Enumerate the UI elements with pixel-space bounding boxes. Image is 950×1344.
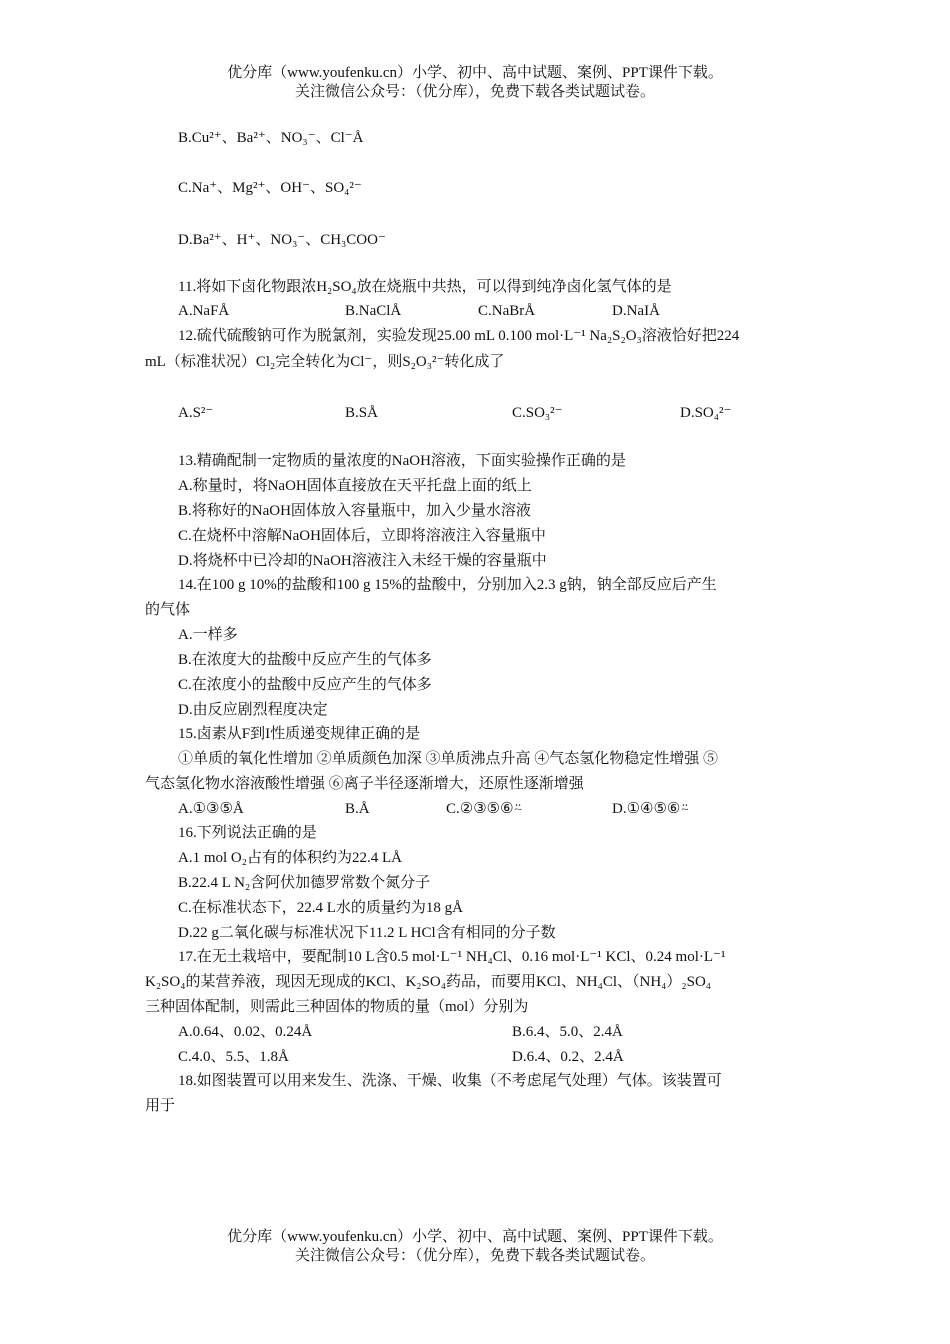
q17-option-d: D.6.4、0.2、2.4Å: [512, 1049, 624, 1065]
q11-option-a: A.NaFÅ: [178, 303, 230, 319]
q11-option-c: C.NaBrÅ: [478, 303, 536, 319]
q14-option-b: B.在浓度大的盐酸中反应产生的气体多: [178, 652, 432, 668]
q17-stem-3: 三种固体配制，则需此三种固体的物质的量（mol）分别为: [145, 999, 529, 1015]
q15-option-c: C.②③⑤⑥⍨: [446, 801, 523, 817]
q16-option-b: B.22.4 L N₂含阿伏加德罗常数个氮分子: [178, 875, 431, 891]
q11-stem: 11.将如下卤化物跟浓H₂SO₄放在烧瓶中共热，可以得到纯净卤化氢气体的是: [178, 279, 672, 295]
header-line-2: 关注微信公众号：（优分库），免费下载各类试题试卷。: [294, 84, 655, 100]
q12-option-a: A.S²⁻: [178, 405, 214, 421]
q14-option-d: D.由反应剧烈程度决定: [178, 702, 328, 718]
q14-stem-2: 的气体: [145, 602, 191, 618]
q11-option-d: D.NaIÅ: [612, 303, 660, 319]
q15-option-b: B.Å: [345, 801, 370, 817]
q16-option-c: C.在标准状态下，22.4 L水的质量约为18 gÅ: [178, 900, 464, 916]
q13-option-d: D.将烧杯中已冷却的NaOH溶液注入未经干燥的容量瓶中: [178, 553, 547, 569]
q13-stem: 13.精确配制一定物质的量浓度的NaOH溶液，下面实验操作正确的是: [178, 453, 626, 469]
q16-option-d: D.22 g二氧化碳与标准状况下11.2 L HCl含有相同的分子数: [178, 925, 556, 941]
q15-option-a: A.①③⑤Å: [178, 801, 244, 817]
q17-option-c: C.4.0、5.5、1.8Å: [178, 1049, 289, 1065]
q16-option-a: A.1 mol O₂占有的体积约为22.4 LÅ: [178, 850, 402, 866]
q13-option-c: C.在烧杯中溶解NaOH固体后，立即将溶液注入容量瓶中: [178, 528, 546, 544]
q14-option-a: A.一样多: [178, 627, 238, 643]
q15-stem: 15.卤素从F到I性质递变规律正确的是: [178, 726, 421, 742]
q16-stem: 16.下列说法正确的是: [178, 825, 317, 841]
q15-items-1: ①单质的氧化性增加 ②单质颜色加深 ③单质沸点升高 ④气态氢化物稳定性增强 ⑤: [178, 751, 719, 767]
q14-stem-1: 14.在100 g 10%的盐酸和100 g 15%的盐酸中，分别加入2.3 g钠，钠全部反应后产生: [178, 577, 717, 593]
q17-option-b: B.6.4、5.0、2.4Å: [512, 1024, 623, 1040]
q15-option-d: D.①④⑤⑥⍨: [612, 801, 690, 817]
page-header: [0, 64, 950, 102]
q10-option-c: C.Na⁺、Mg²⁺、OH⁻、SO₄²⁻: [178, 180, 362, 196]
q14-option-c: C.在浓度小的盐酸中反应产生的气体多: [178, 677, 432, 693]
footer-line-2: 关注微信公众号：（优分库），免费下载各类试题试卷。: [294, 1248, 655, 1264]
header-line-1: 优分库（www.youfenku.cn）小学、初中、高中试题、案例、PPT课件下载。: [227, 65, 723, 81]
q12-option-d: D.SO₄²⁻: [680, 405, 732, 421]
q17-option-a: A.0.64、0.02、0.24Å: [178, 1024, 313, 1040]
q18-stem-1: 18.如图装置可以用来发生、洗涤、干燥、收集（不考虑尾气处理）气体。该装置可: [178, 1073, 722, 1089]
q13-option-b: B.将称好的NaOH固体放入容量瓶中，加入少量水溶液: [178, 503, 531, 519]
footer-line-1: 优分库（www.youfenku.cn）小学、初中、高中试题、案例、PPT课件下载。: [227, 1229, 723, 1245]
q10-option-d: D.Ba²⁺、H⁺、NO₃⁻、CH₃COO⁻: [178, 232, 386, 248]
page-footer: [0, 1228, 950, 1266]
q18-stem-2: 用于: [145, 1098, 176, 1114]
q13-option-a: A.称量时，将NaOH固体直接放在天平托盘上面的纸上: [178, 478, 532, 494]
q12-option-c: C.SO₃²⁻: [512, 405, 563, 421]
q17-stem-2: K₂SO₄的某营养液，现因无现成的KCl、K₂SO₄药品，而要用KCl、NH₄Cl、（NH₄）₂SO₄: [145, 974, 712, 990]
q10-option-b: B.Cu²⁺、Ba²⁺、NO₃⁻、Cl⁻Å: [178, 130, 364, 146]
q12-stem-2: mL（标准状况）Cl₂完全转化为Cl⁻，则S₂O₃²⁻转化成了: [145, 354, 505, 370]
q12-option-b: B.SÅ: [345, 405, 378, 421]
q17-stem-1: 17.在无土栽培中，要配制10 L含0.5 mol·L⁻¹ NH₄Cl、0.16 mol·L⁻¹ KCl、0.24 mol·L⁻¹: [178, 949, 726, 965]
q15-items-2: 气态氢化物水溶液酸性增强 ⑥离子半径逐渐增大，还原性逐渐增强: [145, 776, 584, 792]
q11-option-b: B.NaClÅ: [345, 303, 402, 319]
q12-stem-1: 12.硫代硫酸钠可作为脱氯剂，实验发现25.00 mL 0.100 mol·L⁻¹ Na₂S₂O₃溶液恰好把224: [178, 328, 740, 344]
